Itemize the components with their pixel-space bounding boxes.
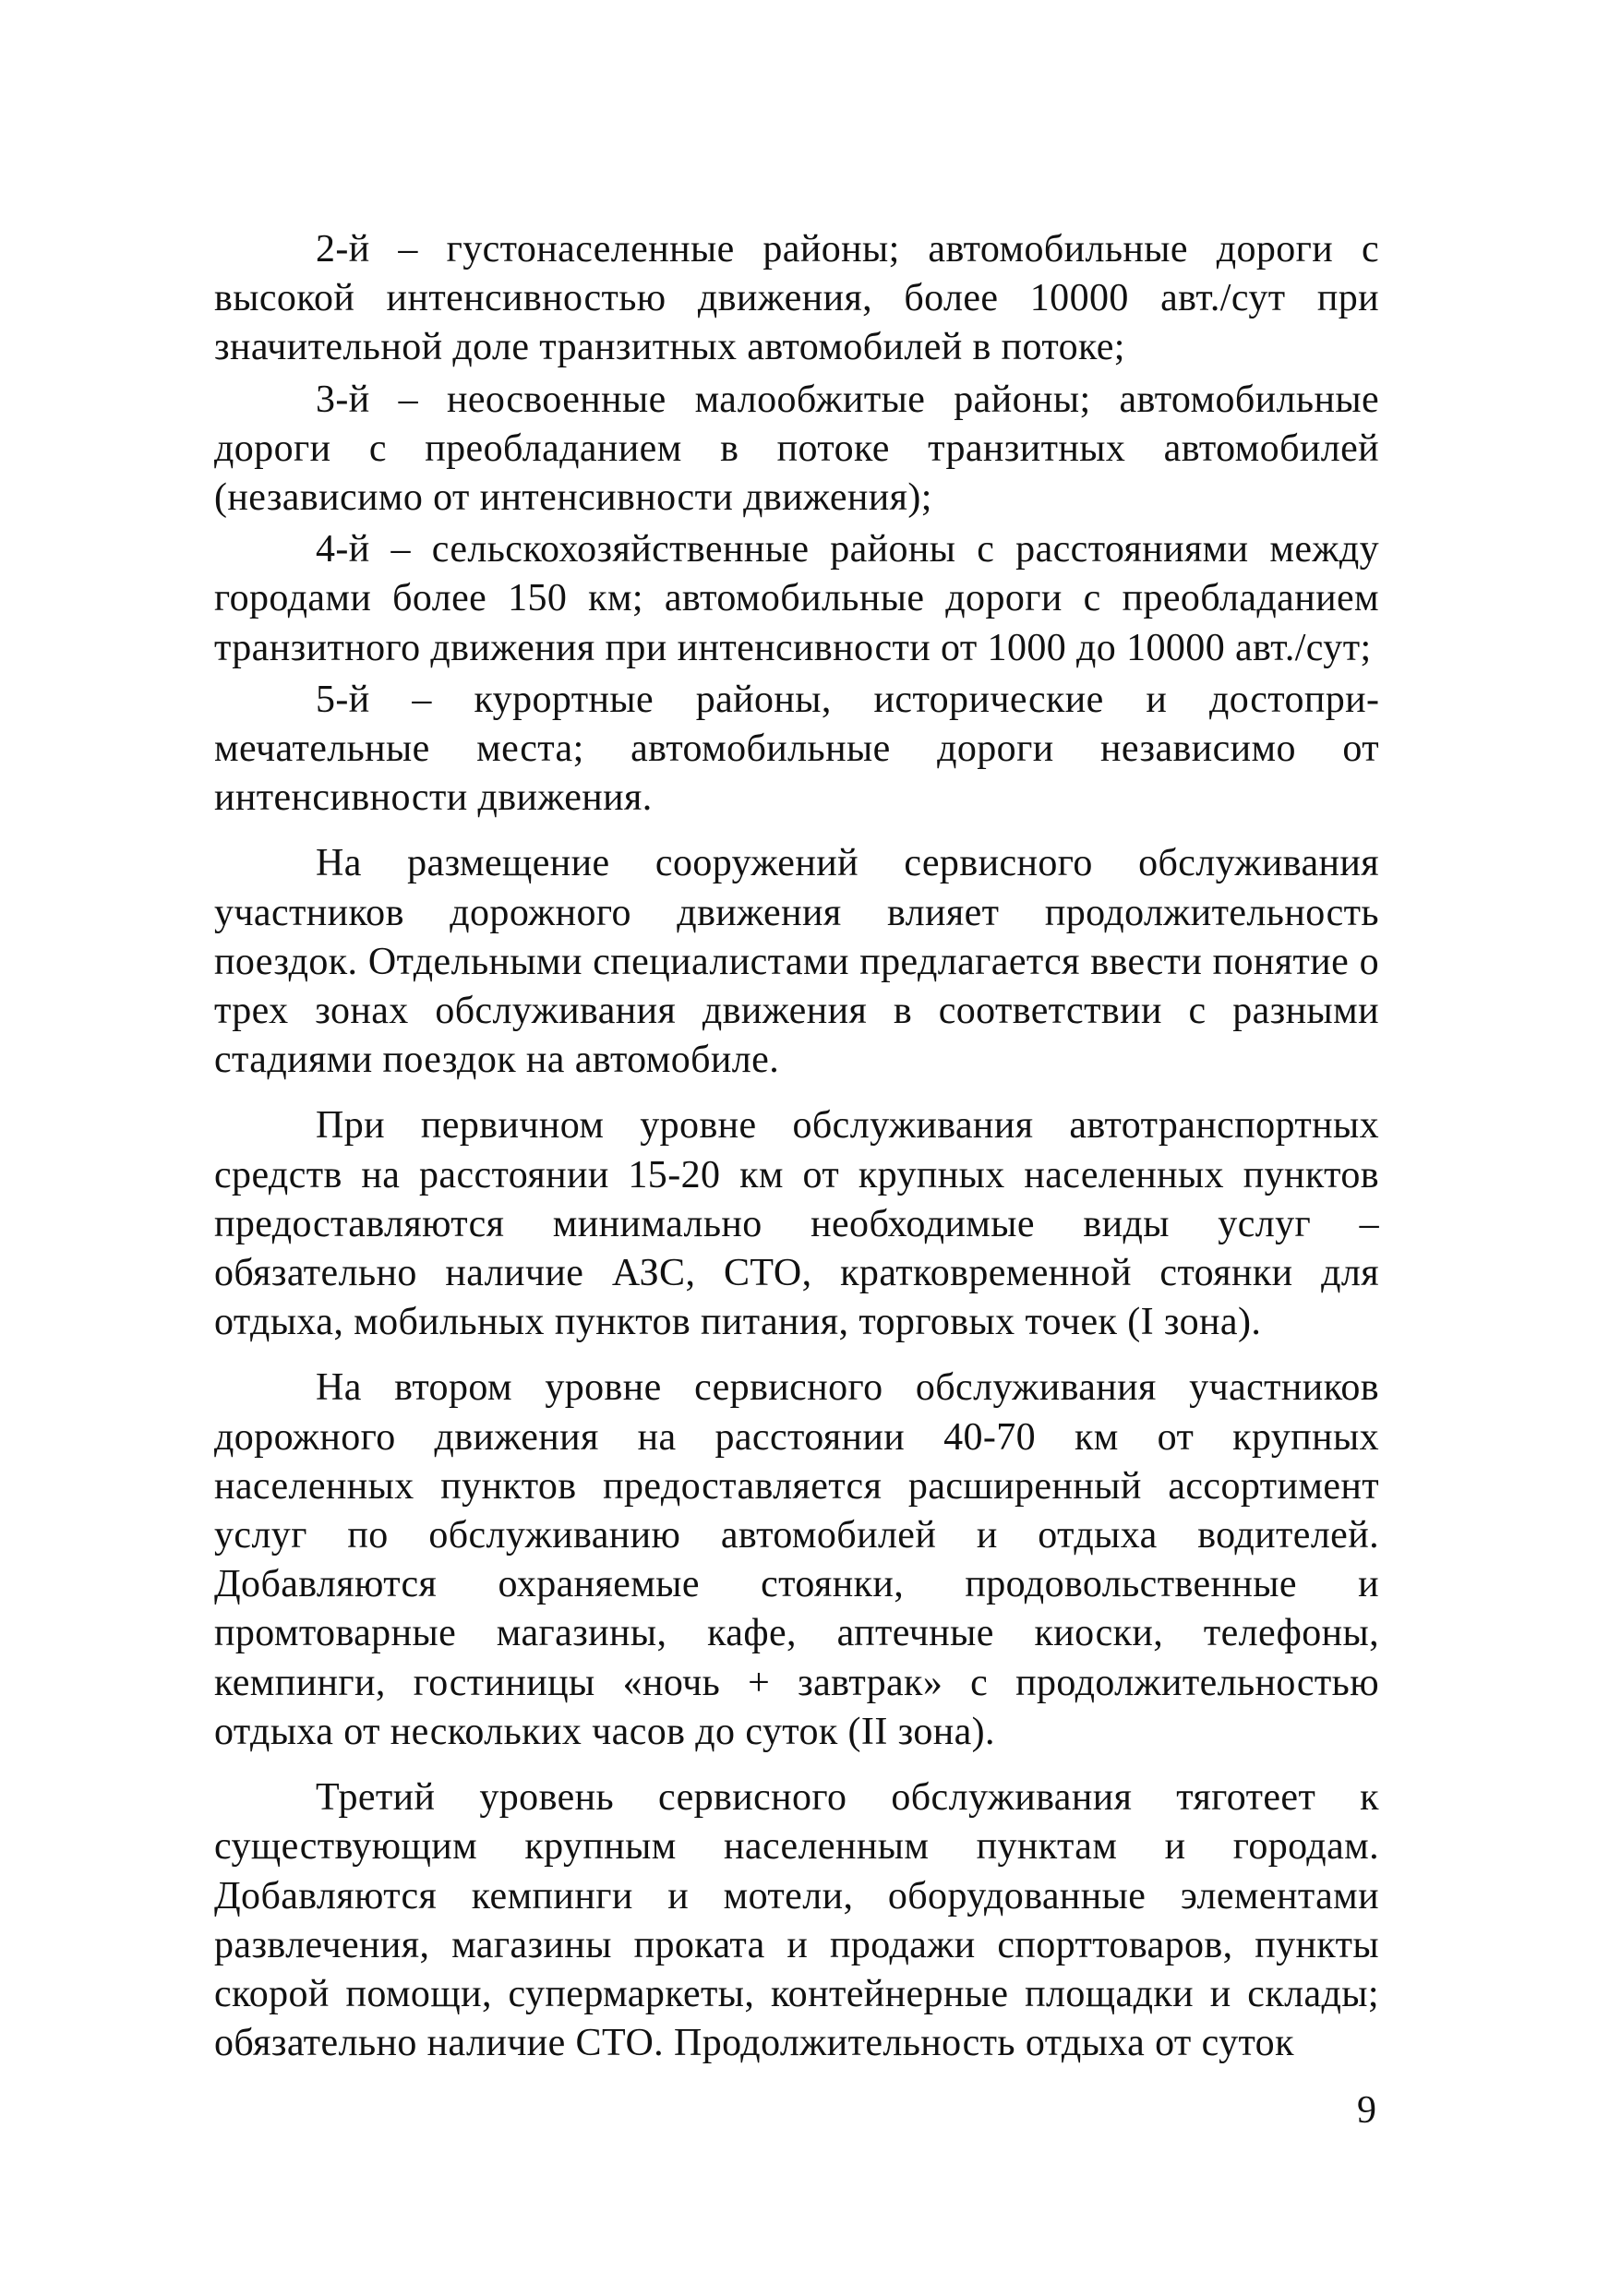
paragraph-third-level: Третий уровень сервисного обслуживания тяготеет к существующим крупным населенным пунктам и городам. Добавляются кемпинги и мотели, оборудованные элементами развлечения, магазины проката и продажи спорттоваров, пункты скорой помощи, супермаркеты, контейнерные площадки и склады; обязательно наличие СТО. Продолжительность отдыха от суток — [214, 1776, 1379, 2065]
paragraph-zone-5: 5-й – курортные районы, исторические и достопримечательные места; автомобильные дороги независимо от интенсивности движения. — [214, 678, 1379, 820]
paragraph-zone-2: 2-й – густонаселенные районы; автомобильные дороги с высокой интенсивностью движения, более 10000 авт./сут при значительной доле транзитных автомобилей в потоке; — [214, 228, 1379, 369]
paragraph-primary-level: При первичном уровне обслуживания автотранспортных средств на расстоянии 15-20 км от крупных населенных пунктов предоставляются минимально необходимые виды услуг – обязательно наличие АЗС, СТО, кратковременной стоянки для отдыха, мобильных пунктов питания, торговых точек (I зона). — [214, 1104, 1379, 1344]
paragraph-second-level: На втором уровне сервисного обслуживания участников дорожного движения на расстоянии 40-70 км от крупных населенных пунктов предоставляется расширенный ассортимент услуг по обслуживанию автомобилей и отдыха водителей. Добавляются охраняемые стоянки, продовольственные и промтоварные магазины, кафе, аптечные киоски, телефоны, кемпинги, гостиницы «ночь + завтрак» с продолжительностью отдыха от нескольких часов до суток (II зона). — [214, 1366, 1379, 1753]
paragraph-service-placement: На размещение сооружений сервисного обслуживания участников дорожного движения влияет продолжительность поездок. Отдельными специалистами предлагается ввести понятие о трех зонах обслуживания движения в соответствии с разными стадиями поездок на автомобиле. — [214, 842, 1379, 1082]
page-number: 9 — [1357, 2089, 1376, 2132]
paragraph-zone-4: 4-й – сельскохозяйственные районы с расстояниями между городами более 150 км; автомобильные дороги с преобладанием транзитного движения при интенсивности от 1000 до 10000 авт./сут; — [214, 528, 1379, 669]
body-text — [214, 225, 1379, 2068]
paragraph-zone-3: 3-й – неосвоенные малообжитые районы; автомобильные дороги с преобладанием в потоке транзитных автомобилей (независимо от интенсивности движения); — [214, 378, 1379, 520]
